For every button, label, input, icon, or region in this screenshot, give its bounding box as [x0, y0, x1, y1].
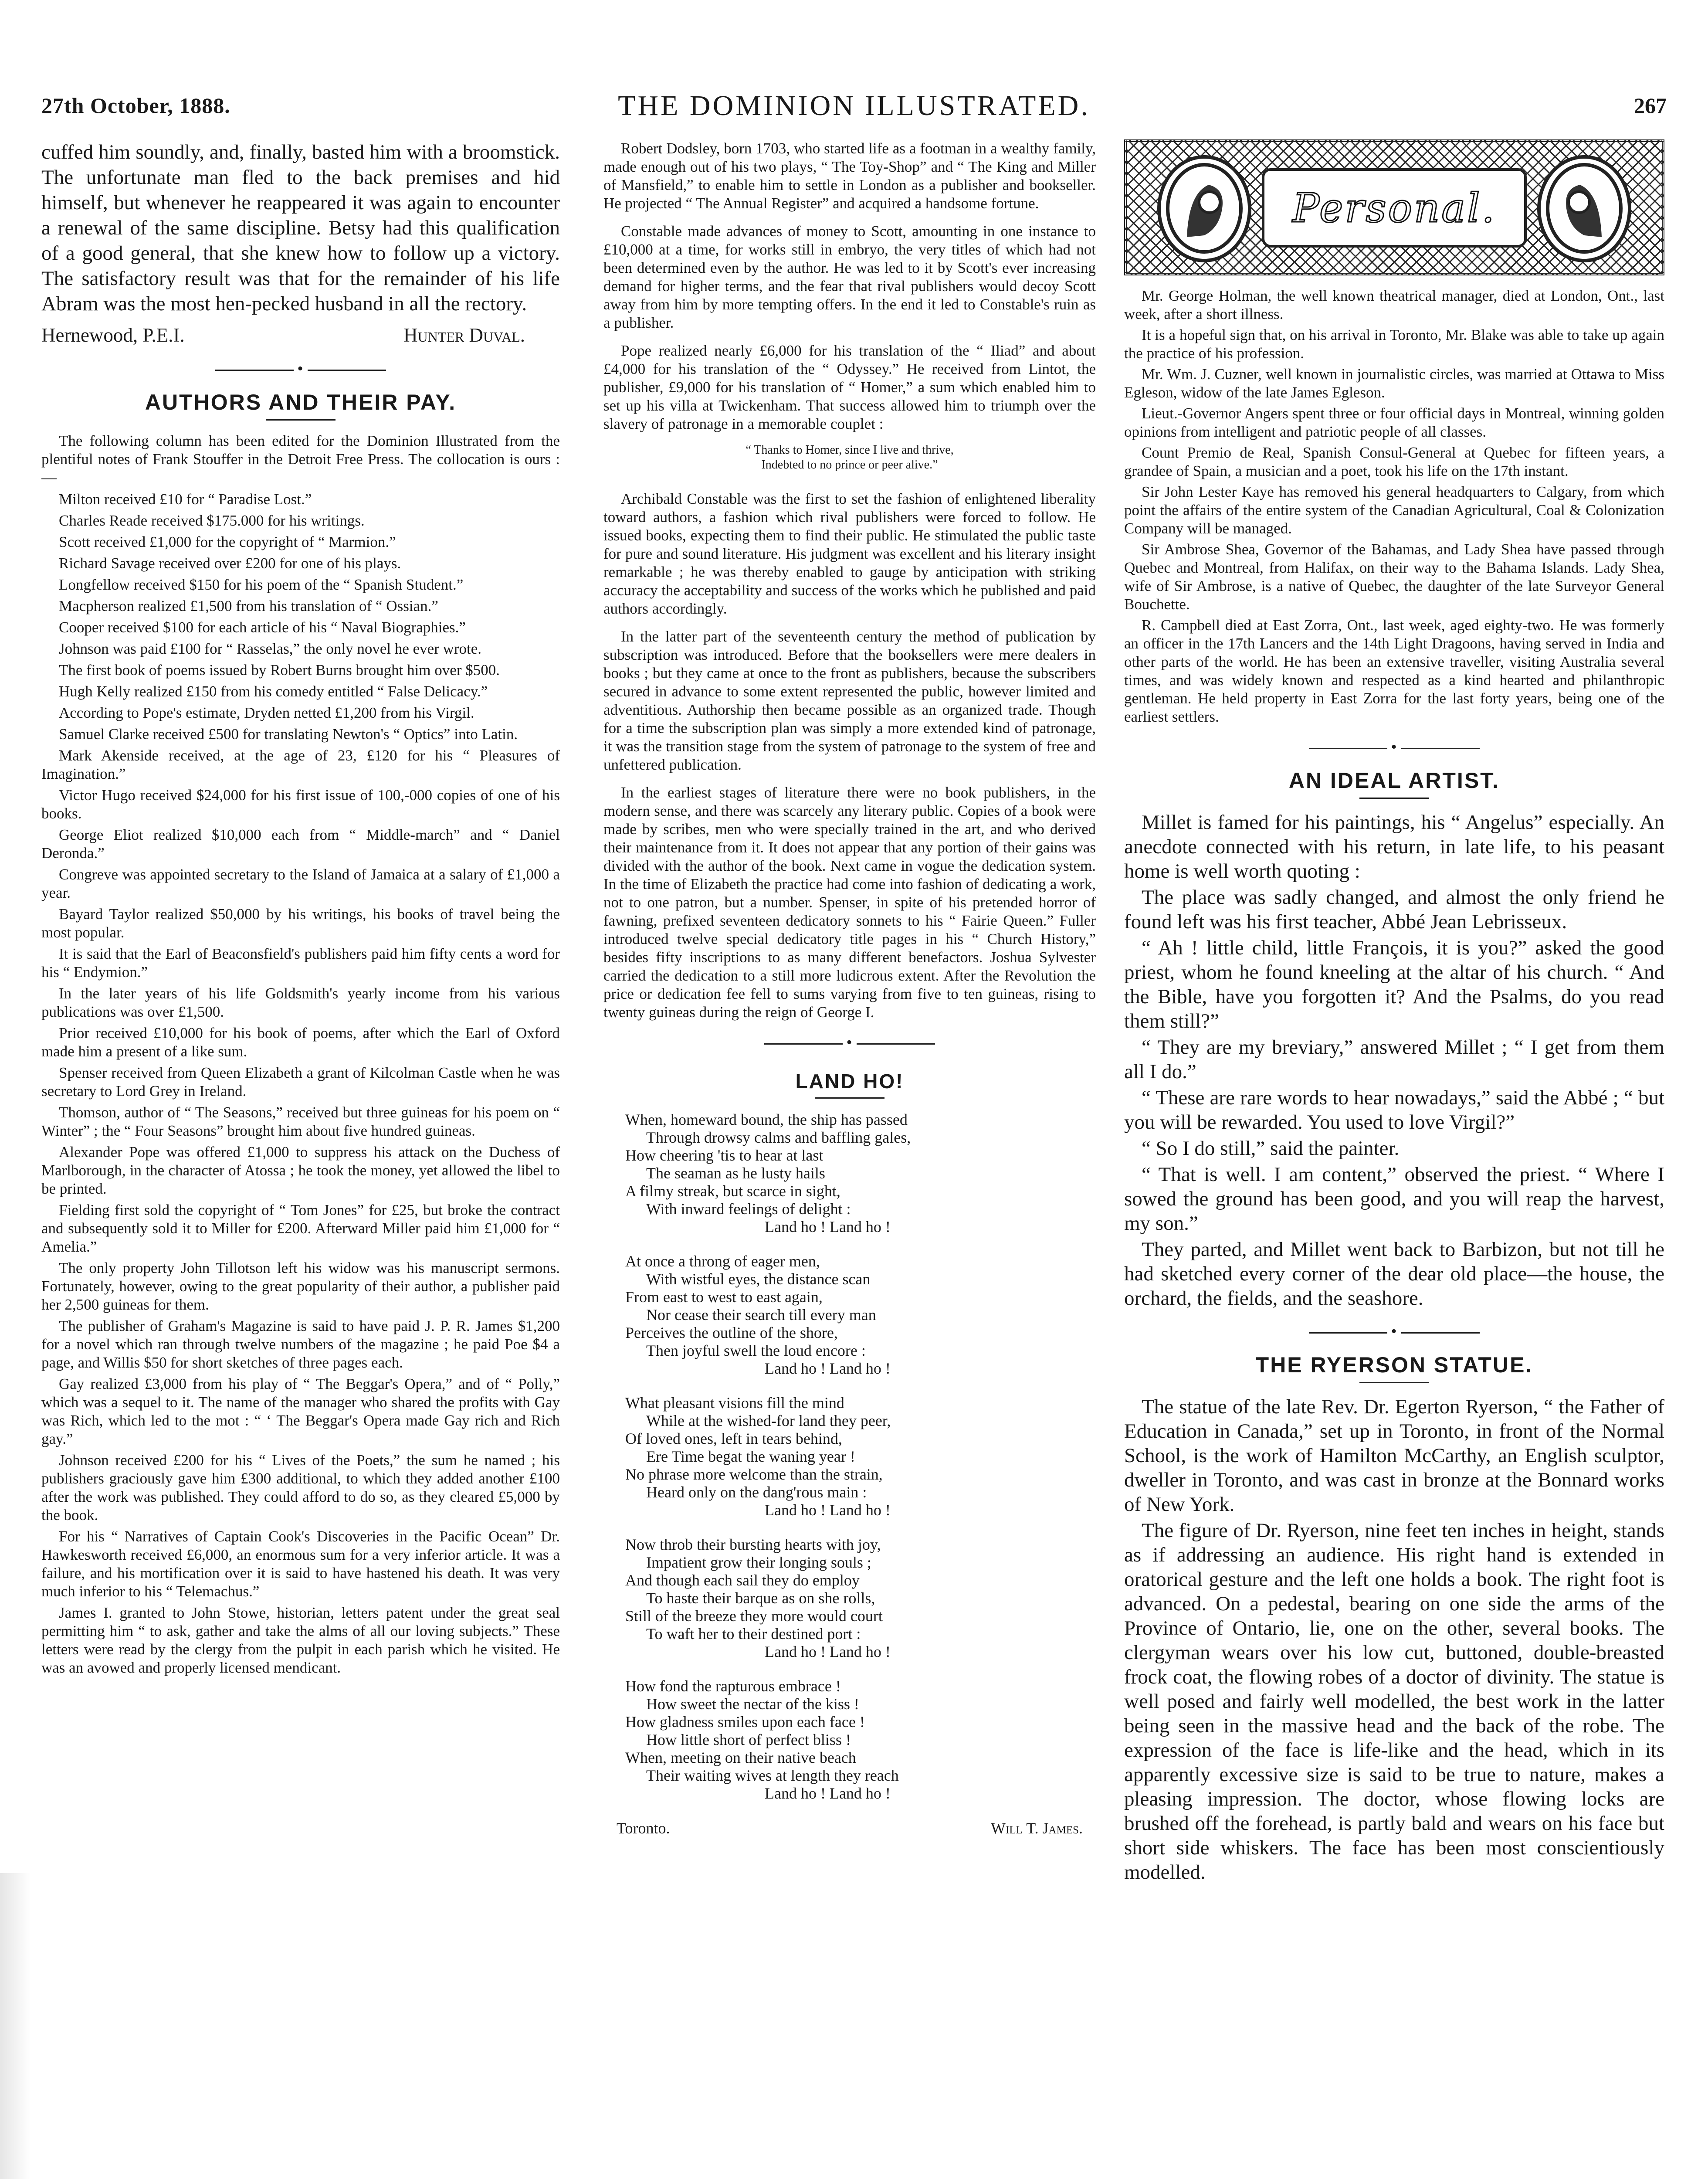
- author-pay-item: Cooper received $100 for each article of his “ Naval Biographies.”: [59, 619, 466, 636]
- author-pay-item: Hugh Kelly realized £150 from his comedy entitled “ False Delicacy.”: [59, 683, 488, 700]
- poem-line: When, meeting on their native beach: [625, 1749, 856, 1766]
- poem-line: How sweet the nectar of the kiss !: [646, 1695, 859, 1713]
- personal-banner: [1124, 139, 1664, 275]
- author-pay-item: It is said that the Earl of Beaconsfield's publishers paid him fifty cents a word for his “ Endymion.”: [41, 945, 560, 981]
- personal-note: Lieut.-Governor Angers spent three or four official days in Montreal, winning golden opinions from intelligent and patriotic people of all classes.: [1124, 405, 1664, 440]
- author-pay-item: Johnson received £200 for his “ Lives of the Poets,” the sum he named ; his publishers graciously gave him £300 additional, to which they added another £100 after the work was published. They could afford to do so, as they cleared £5,000 by the book.: [41, 1452, 560, 1524]
- poem-place: Toronto.: [617, 1819, 670, 1837]
- section-ornament: •: [1124, 737, 1664, 757]
- poem-land-ho: [603, 1111, 1096, 1802]
- author-pay-item: Samuel Clarke received £500 for translating Newton's “ Optics” into Latin.: [59, 726, 518, 743]
- poem-signoff: [603, 1819, 1096, 1837]
- portrait-medallion-icon: [1537, 155, 1631, 262]
- personal-note: Mr. Wm. J. Cuzner, well known in journalistic circles, was married at Ottawa to Miss Egleson, widow of the late James Egleson.: [1124, 366, 1664, 401]
- author-pay-item: Charles Reade received $175.000 for his writings.: [59, 512, 365, 529]
- author-pay-item: Gay realized £3,000 from his play of “ The Beggar's Opera,” and of “ Polly,” which was a sequel to it. The name of the manager who shared the profits with Gay was Rich, which led to the mot : “ ‘ The Beggar's Opera made Gay rich and Rich gay.”: [41, 1375, 560, 1447]
- personal-note: Mr. George Holman, the well known theatrical manager, died at London, Ont., last week, after a short illness.: [1124, 287, 1664, 322]
- personal-note: R. Campbell died at East Zorra, Ont., last week, aged eighty-two. He was formerly an officer in the 17th Lancers and the 14th Light Dragoons, having served in India and other parts of the world. He has been an extensive traveller, visiting Australia several times, and was widely known and respected as a kind hearted and philanthropic gentleman. He held property in East Zorra for the last forty years, being one of the earliest settlers.: [1124, 617, 1664, 725]
- section-ornament: •: [603, 1033, 1096, 1052]
- poem-line: Impatient grow their longing souls ;: [646, 1554, 871, 1571]
- article-paragraph: “ These are rare words to hear nowadays,” said the Abbé ; “ but you will be rewarded. You used to love Virgil?”: [1124, 1086, 1664, 1134]
- author-pay-item: Fielding first sold the copyright of “ Tom Jones” for £25, but broke the contract and subsequently sold it to Miller for £200. Afterward Miller paid him £1,000 for “ Amelia.”: [41, 1202, 560, 1255]
- author-pay-item: George Eliot realized $10,000 each from “ Middle-march” and “ Daniel Deronda.”: [41, 826, 560, 862]
- article-paragraph: The statue of the late Rev. Dr. Egerton Ryerson, “ the Father of Education in Canada,” set up in Toronto, in front of the Normal School, is the work of Hamilton McCarthy, an English sculptor, dweller in Toronto, and was cast in bronze at the Bonnard works of New York.: [1124, 1395, 1664, 1516]
- page-edge-shadow: [0, 1873, 30, 2179]
- signoff-author: Hunter Duval.: [403, 324, 525, 346]
- section-ornament: •: [1124, 1322, 1664, 1341]
- issue-date: 27th October, 1888.: [41, 93, 230, 118]
- poem-stanza: [625, 1252, 1096, 1378]
- article-paragraph: Pope realized nearly £6,000 for his translation of the “ Iliad” and about £4,000 for his translation of the “ Odyssey.” He received from Lintot, the publisher, £9,000 for his translation of “ Homer,” a sum which enabled him to set up his villa at Twickenham. That success allowed him to triumph over the slavery of patronage in a memorable couplet :: [603, 342, 1096, 432]
- poem-stanza: [625, 1677, 1096, 1802]
- poem-line: With inward feelings of delight :: [646, 1200, 851, 1218]
- poem-line: When, homeward bound, the ship has passed: [625, 1111, 908, 1128]
- article-paragraph: “ Ah ! little child, little François, it is you?” asked the good priest, whom he found kneeling at the altar of his church. “ And the Bible, have you forgotten it? And the Psalms, do you read them still?”: [1124, 937, 1664, 1032]
- poem-line: Heard only on the dang'rous main :: [646, 1483, 867, 1501]
- poem-stanza: [625, 1111, 1096, 1236]
- poem-line: With wistful eyes, the distance scan: [646, 1270, 871, 1288]
- poem-line: While at the wished-for land they peer,: [646, 1412, 891, 1429]
- personal-title-plate: [1262, 168, 1527, 248]
- article-paragraph: The figure of Dr. Ryerson, nine feet ten inches in height, stands as if addressing an audience. His right hand is extended in oratorical gesture and the left one holds a book. The right foot is advanced. On a pedestal, bearing on one side the arms of the Province of Ontario, lie, one on the other, several books. The clergyman wears over his low cut, buttoned, double-breasted frock coat, the flowing robes of a doctor of divinity. The statue is well posed and fairly well modelled, the best work in the latter being seen in the massive head and the back of the robe. The expression of the face is life-like and the head, which in its apparently excessive size is said to be true to nature, makes a pleasing impression. The doctor, whose flowing locks are brushed off the forehead, is partly bald and wears on his face but short side whiskers. The face has been most conscientiously modelled.: [1124, 1519, 1664, 1884]
- author-pay-item: Thomson, author of “ The Seasons,” received but three guineas for his poem on “ Winter” ; the “ Four Seasons” brought him about five hundred guineas.: [41, 1104, 560, 1139]
- article-paragraph: “ That is well. I am content,” observed the priest. “ Where I sowed the ground has been good, and you will reap the harvest, my son.”: [1124, 1163, 1664, 1235]
- poem-line: A filmy streak, but scarce in sight,: [625, 1182, 840, 1200]
- author-pay-item: Macpherson realized £1,500 from his translation of “ Ossian.”: [59, 597, 438, 614]
- story-continuation: [41, 139, 560, 348]
- poem-line: Ere Time begat the waning year !: [646, 1448, 855, 1465]
- article-paragraph: The place was sadly changed, and almost the only friend he found left was his first teacher, Abbé Jean Lebrisseux.: [1124, 886, 1664, 933]
- author-pay-item: Johnson was paid £100 for “ Rasselas,” the only novel he ever wrote.: [59, 640, 482, 657]
- article-paragraph: Archibald Constable was the first to set the fashion of enlightened liberality toward authors, a fashion which rival publishers were forced to follow. He issued books, expecting them to find their public. He stimulated the public taste for pure and sound literature. His judgment was excellent and his literary insight remarkable ; he was thereby enabled to gauge by anticipation with striking accuracy the acceptability and success of the works which he published and paid authors accordingly.: [603, 490, 1096, 617]
- poem-line: To haste their barque as on she rolls,: [646, 1589, 875, 1607]
- poem-line: How fond the rapturous embrace !: [625, 1677, 841, 1695]
- poem-line: Then joyful swell the loud encore :: [646, 1342, 866, 1359]
- authors-intro: The following column has been edited for the Dominion Illustrated from the plentiful notes of Frank Stouffer in the Detroit Free Press. The collocation is ours :—: [41, 432, 560, 486]
- personal-note: It is a hopeful sign that, on his arrival in Toronto, Mr. Blake was able to take up again the practice of his profession.: [1124, 326, 1664, 362]
- couplet-line: “ Thanks to Homer, since I live and thrive,: [746, 443, 954, 457]
- poem-line: From east to west to east again,: [625, 1288, 823, 1306]
- author-pay-item: In the later years of his life Goldsmith's yearly income from his various publications was over £1,500.: [41, 985, 560, 1020]
- author-pay-item: Spenser received from Queen Elizabeth a grant of Kilcolman Castle when he was secretary to Lord Grey in Ireland.: [41, 1064, 560, 1100]
- poem-line: Through drowsy calms and baffling gales,: [646, 1129, 911, 1146]
- poem-line: The seaman as he lusty hails: [646, 1164, 825, 1182]
- author-pay-item: Prior received £10,000 for his book of poems, after which the Earl of Oxford made him a present of a like sum.: [41, 1025, 560, 1060]
- signoff-place: Hernewood, P.E.I.: [41, 324, 185, 346]
- author-pay-item: James I. granted to John Stowe, historian, letters patent under the great seal permitting him “ to ask, gather and take the alms of all our loving subjects.” These letters were read by the clergy from the pulpit in each parish which he visited. He was an avowed and properly licensed mendicant.: [41, 1604, 560, 1676]
- column-left: [41, 139, 560, 2179]
- poem-heading: LAND HO!: [603, 1069, 1096, 1099]
- poem-line: How cheering 'tis to hear at last: [625, 1147, 824, 1164]
- ryerson-heading: THE RYERSON STATUE.: [1124, 1352, 1664, 1383]
- continuation-paragraph: cuffed him soundly, and, finally, basted him with a broomstick. The unfortunate man fled to the back premises and hid himself, but whenever he reappeared it was again to encounter a renewal of the same discipline. Betsy had this qualification of a good general, that she knew how to follow up a victory. The satisfactory result was that for the remainder of his life Abram was the most hen-pecked husband in all the rectory.: [41, 141, 560, 315]
- story-signoff: [41, 322, 560, 348]
- ideal-artist-article: [1124, 810, 1664, 1310]
- personal-note: Sir Ambrose Shea, Governor of the Bahamas, and Lady Shea have passed through Quebec and Montreal, from Halifax, on their way to the Bahama Islands. Lady Shea, wife of Sir Ambrose, is a native of Quebec, the daughter of the late Surveyor General Bouchette.: [1124, 541, 1664, 613]
- author-pay-item: Scott received £1,000 for the copyright of “ Marmion.”: [59, 533, 396, 550]
- poem-line: Perceives the outline of the shore,: [625, 1324, 838, 1341]
- poem-line: Of loved ones, left in tears behind,: [625, 1430, 842, 1447]
- column-middle: [603, 139, 1096, 2179]
- poem-line: And though each sail they do employ: [625, 1571, 860, 1589]
- poem-refrain: Land ho ! Land ho !: [765, 1218, 891, 1235]
- poem-refrain: Land ho ! Land ho !: [765, 1643, 891, 1660]
- author-pay-item: For his “ Narratives of Captain Cook's Discoveries in the Pacific Ocean” Dr. Hawkesworth received £6,000, an enormous sum for a very inferior article. It was a failure, and his mortification over it is said to have hastened his death. It was very much inferior to his “ Telemachus.”: [41, 1528, 560, 1600]
- personal-notes: [1124, 287, 1664, 726]
- author-pay-item: Milton received £10 for “ Paradise Lost.”: [59, 491, 312, 508]
- author-pay-item: Mark Akenside received, at the age of 23, £120 for his “ Pleasures of Imagination.”: [41, 747, 560, 782]
- poem-stanza: [625, 1394, 1096, 1519]
- author-pay-item: The only property John Tillotson left his widow was his manuscript sermons. Fortunately, however, owing to the great popularity of their author, a publisher paid her 2,500 guineas for them.: [41, 1259, 560, 1313]
- poem-line: Nor cease their search till every man: [646, 1306, 876, 1324]
- page-number: 267: [1634, 93, 1667, 118]
- personal-title: Personal.: [1292, 184, 1496, 231]
- poem-refrain: Land ho ! Land ho !: [765, 1360, 891, 1377]
- personal-note: Sir John Lester Kaye has removed his general headquarters to Calgary, from which point the affairs of the entire system of the Canadian Agricultural, Coal & Colonization Company will be managed.: [1124, 483, 1664, 537]
- personal-note: Count Premio de Real, Spanish Consul-General at Quebec for fifteen years, a grandee of Spain, a musician and a poet, took his life on the 17th instant.: [1124, 444, 1664, 479]
- ryerson-article: [1124, 1395, 1664, 1884]
- poem-line: At once a throng of eager men,: [625, 1252, 820, 1270]
- article-paragraph: In the latter part of the seventeenth century the method of publication by subscription was introduced. Before that the booksellers were mere dealers in books ; but they came at once to the front as publishers, because the subscribers secured in advance to some extent represented the public, however limited and adventitious. Authorship then became possible as an organized trade. Though for a time the subscription plan was simply a more extended kind of patronage, it was the transition stage from the system of patronage to the system of free and unfettered publication.: [603, 628, 1096, 773]
- masthead-title: THE DOMINION ILLUSTRATED.: [618, 90, 1090, 122]
- poem-stanza: [625, 1536, 1096, 1661]
- author-pay-item: Longfellow received $150 for his poem of the “ Spanish Student.”: [59, 576, 464, 593]
- article-paragraph: They parted, and Millet went back to Barbizon, but not till he had sketched every corner of the dear old place—the house, the orchard, the fields, and the seashore.: [1124, 1238, 1664, 1310]
- poem-line: What pleasant visions fill the mind: [625, 1394, 844, 1412]
- article-paragraph: Constable made advances of money to Scott, amounting in one instance to £10,000 at a time, for works still in embryo, the very titles of which had not been determined even by the author. He was led to it by Scott's ever increasing demand for higher terms, and the fear that rival publishers would decoy Scott away from him by more tempting offers. In the end it led to Constable's ruin as a publisher.: [603, 223, 1096, 331]
- couplet-line: Indebted to no prince or peer alive.”: [761, 458, 938, 472]
- poem-line: To waft her to their destined port :: [646, 1625, 861, 1643]
- article-paragraph: “ So I do still,” said the painter.: [1142, 1137, 1400, 1160]
- authors-pay-heading: AUTHORS AND THEIR PAY.: [41, 390, 560, 421]
- article-paragraph: In the earliest stages of literature there were no book publishers, in the modern sense, and there was scarcely any literary public. Copies of a book were made by scribes, men who were specially trained in the art, and who derived their maintenance from it. It does not appear that any portion of their gains was divided with the author of the book. Next came in vogue the dedication system. In the time of Elizabeth the practice had come into fashion of dedicating a work, not to one patron, but a number. Spenser, in spite of his pretended horror of fawning, prefixed seventeen dedicatory sonnets to his “ Fairie Queen.” Fuller introduced twelve special dedicatory title pages in his “ Church History,” besides fifty inscriptions to as many different benefactors. Joshua Sylvester carried the dedication to a still more ludicrous extent. After the Revolution the price or dedication fee fell to sums varying from five to ten guineas, rising to twenty guineas during the reign of George I.: [603, 784, 1096, 1021]
- ideal-artist-heading: AN IDEAL ARTIST.: [1124, 768, 1664, 799]
- poem-line: Their waiting wives at length they reach: [646, 1767, 899, 1784]
- author-pay-item: Richard Savage received over £200 for one of his plays.: [59, 555, 401, 572]
- pope-couplet: [603, 443, 1096, 472]
- poem-line: How gladness smiles upon each face !: [625, 1713, 865, 1731]
- author-pay-item: The publisher of Graham's Magazine is said to have paid J. P. R. James $1,200 for a novel which ran through twelve numbers of the magazine ; he paid Poe $4 a page, and Willis $50 for short sketches of three pages each.: [41, 1317, 560, 1371]
- author-pay-item: Congreve was appointed secretary to the Island of Jamaica at a salary of £1,000 a year.: [41, 866, 560, 901]
- article-paragraph: “ They are my breviary,” answered Millet ; “ I get from them all I do.”: [1124, 1036, 1664, 1083]
- poem-line: Now throb their bursting hearts with joy,: [625, 1536, 881, 1553]
- poem-line: No phrase more welcome than the strain,: [625, 1466, 883, 1483]
- author-pay-item: Alexander Pope was offered £1,000 to suppress his attack on the Duchess of Marlborough, in the character of Atossa ; he took the money, yet allowed the libel to be printed.: [41, 1144, 560, 1197]
- column-right: [1124, 139, 1664, 2179]
- page-header: [41, 89, 1667, 129]
- portrait-medallion-icon: [1157, 155, 1251, 262]
- poem-line: How little short of perfect bliss !: [646, 1731, 851, 1748]
- poem-refrain: Land ho ! Land ho !: [765, 1501, 891, 1519]
- author-pay-item: Bayard Taylor realized $50,000 by his writings, his books of travel being the most popular.: [41, 906, 560, 941]
- authors-pay-list: [41, 490, 560, 1677]
- poem-author: Will T. James.: [991, 1819, 1083, 1837]
- poem-line: Still of the breeze they more would court: [625, 1607, 883, 1625]
- article-paragraph: Robert Dodsley, born 1703, who started life as a footman in a wealthy family, made enough out of his two plays, “ The Toy-Shop” and “ The King and Miller of Mansfield,” to enable him to settle in London as a publisher and bookseller. He projected “ The Annual Register” and acquired a handsome fortune.: [603, 140, 1096, 212]
- author-pay-item: Victor Hugo received $24,000 for his first issue of 100,-000 copies of one of his books.: [41, 787, 560, 822]
- article-paragraph: Millet is famed for his paintings, his “ Angelus” especially. An anecdote connected with his return, in late life, to his peasant home is well worth quoting :: [1124, 811, 1664, 882]
- author-pay-item: The first book of poems issued by Robert Burns brought him over $500.: [59, 662, 500, 679]
- poem-refrain: Land ho ! Land ho !: [765, 1785, 891, 1802]
- section-ornament: •: [41, 359, 560, 378]
- author-pay-item: According to Pope's estimate, Dryden netted £1,200 from his Virgil.: [59, 704, 474, 721]
